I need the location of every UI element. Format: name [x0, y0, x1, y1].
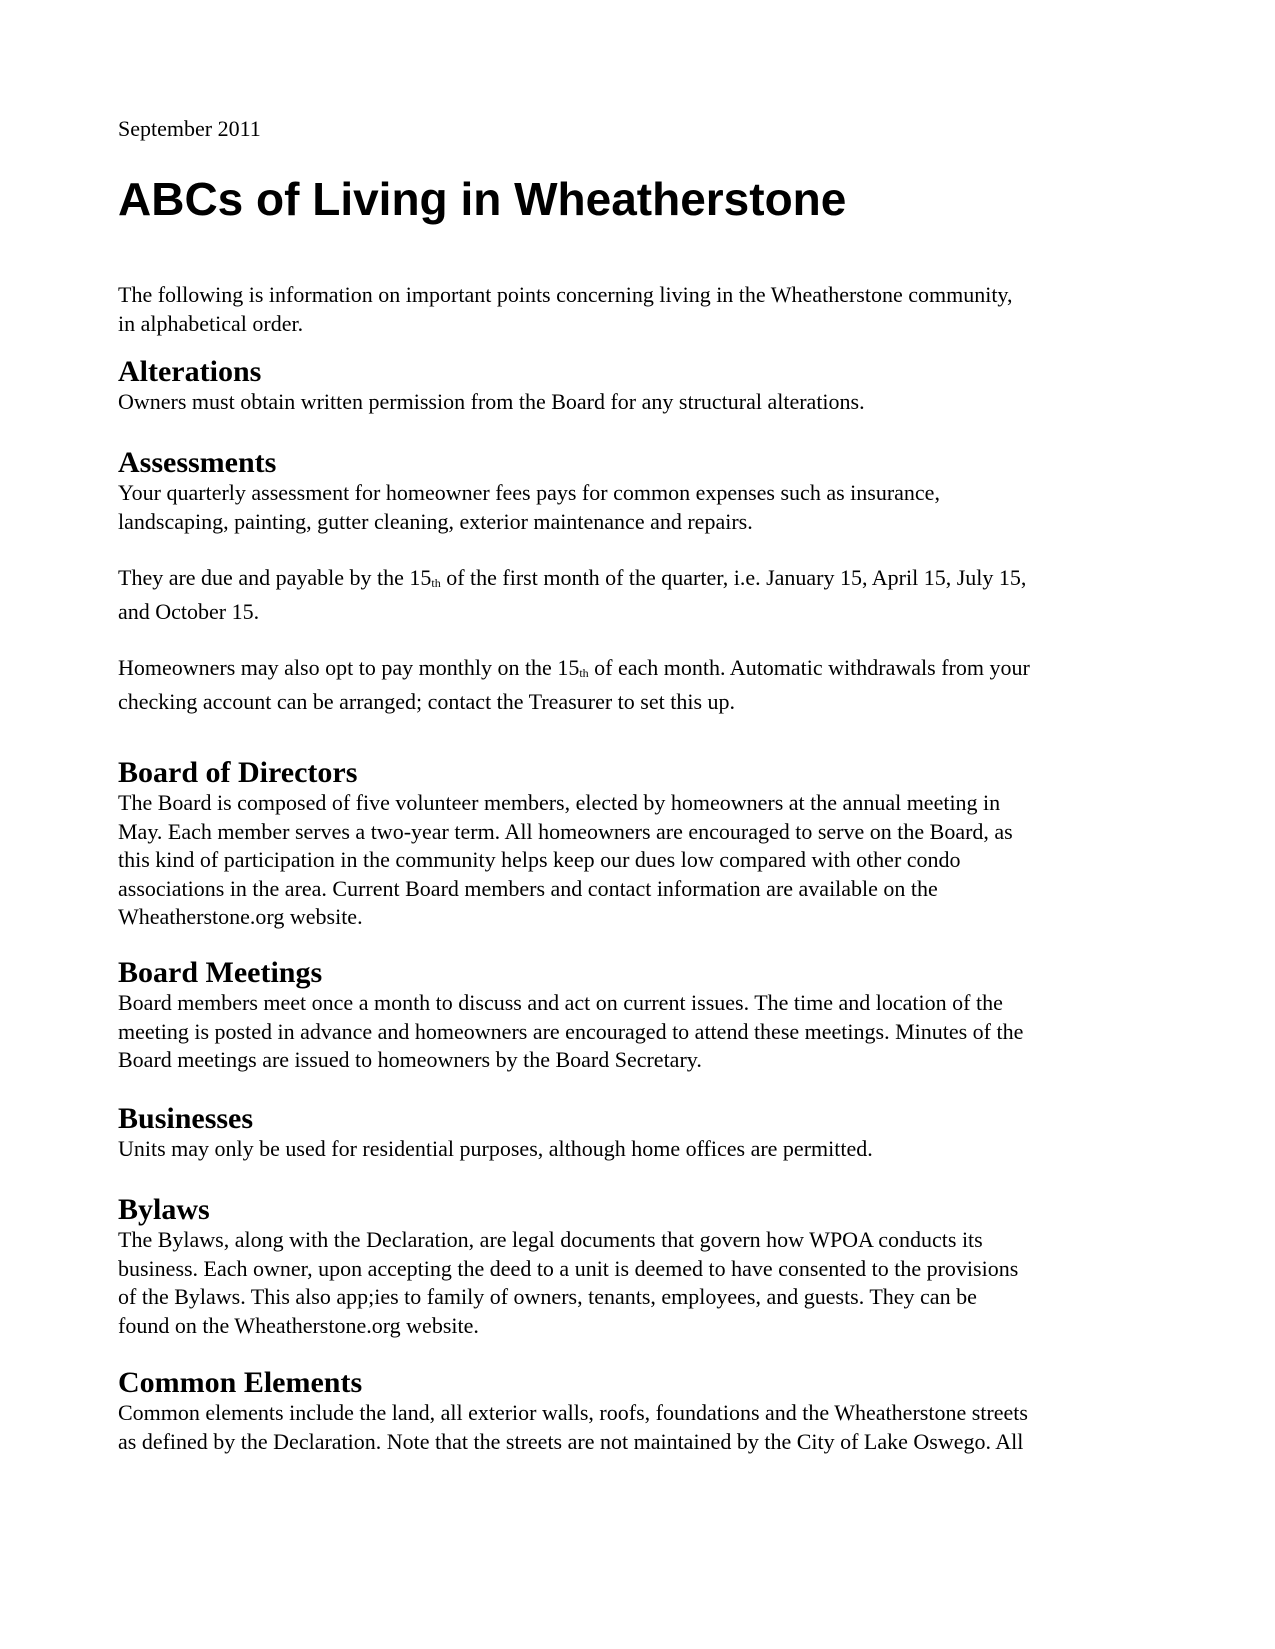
section-common-elements [118, 1367, 1168, 1456]
section-bylaws [118, 1194, 1168, 1340]
section-paragraph [118, 1399, 1168, 1456]
paragraph-line: associations in the area. Current Board members and contact information are available on the [118, 875, 938, 901]
paragraph-line: Units may only be used for residential purposes, although home offices are permitted. [118, 1136, 873, 1161]
paragraph-line: landscaping, painting, gutter cleaning, exterior maintenance and repairs. [118, 508, 753, 534]
document-title: ABCs of Living in Wheatherstone [118, 173, 847, 225]
paragraph-line: The Bylaws, along with the Declaration, are legal documents that govern how WPOA conducts its [118, 1227, 983, 1252]
section-heading: Bylaws [118, 1193, 210, 1226]
paragraph-line: Owners must obtain written permission from the Board for any structural alterations. [118, 389, 865, 414]
section-paragraph [118, 388, 1168, 417]
section-paragraph [118, 1226, 1168, 1340]
section-alterations [118, 356, 1168, 417]
paragraph-line: found on the Wheatherstone.org website. [118, 1312, 479, 1338]
text-run: of each month. Automatic withdrawals from your [588, 655, 1030, 680]
intro-line: in alphabetical order. [118, 310, 304, 336]
paragraph-line: Your quarterly assessment for homeowner fees pays for common expenses such as insurance, [118, 480, 940, 505]
paragraph-line: of the Bylaws. This also app;ies to family of owners, tenants, employees, and guests. They can be [118, 1284, 977, 1309]
text-run: Homeowners may also opt to pay monthly on the 15 [118, 655, 580, 680]
paragraph-line [118, 564, 1168, 598]
intro-paragraph [118, 281, 1168, 338]
paragraph-line: May. Each member serves a two-year term. All homeowners are encouraged to serve on the Board, as [118, 818, 1013, 844]
paragraph-line: Common elements include the land, all exterior walls, roofs, foundations and the Wheatherstone streets [118, 1400, 1028, 1425]
paragraph-line: checking account can be arranged; contact the Treasurer to set this up. [118, 688, 735, 714]
intro-section [118, 281, 1168, 338]
section-heading: Assessments [118, 446, 277, 479]
monthly-payment-paragraph [118, 654, 1168, 716]
ordinal-suffix: th [579, 666, 589, 680]
paragraph-line: Wheatherstone.org website. [118, 904, 363, 929]
section-paragraph [118, 479, 1168, 536]
section-businesses [118, 1103, 1168, 1164]
section-heading: Common Elements [118, 1366, 363, 1399]
ordinal-suffix: th [431, 576, 441, 590]
section-assessments [118, 447, 1168, 716]
paragraph-line: as defined by the Declaration. Note that the streets are not maintained by the City of Lake Oswego. All [118, 1428, 1024, 1454]
section-heading: Board Meetings [118, 956, 323, 989]
paragraph-line: Board members meet once a month to discuss and act on current issues. The time and location of the [118, 990, 1003, 1015]
section-paragraph [118, 789, 1168, 932]
paragraph-line: meeting is posted in advance and homeowners are encouraged to attend these meetings. Minutes of the [118, 1018, 1024, 1044]
paragraph-line: and October 15. [118, 598, 260, 624]
due-dates-paragraph [118, 564, 1168, 626]
paragraph-line: The Board is composed of five volunteer members, elected by homeowners at the annual meeting in [118, 790, 1001, 815]
section-heading: Board of Directors [118, 756, 358, 789]
paragraph-line: Board meetings are issued to homeowners by the Board Secretary. [118, 1047, 702, 1072]
section-paragraph [118, 989, 1168, 1075]
paragraph-line [118, 654, 1168, 688]
section-paragraph [118, 1135, 1168, 1164]
section-heading: Alterations [118, 355, 262, 388]
document-date: September 2011 [118, 116, 261, 141]
paragraph-line: business. Each owner, upon accepting the deed to a unit is deemed to have consented to the provisions [118, 1255, 1019, 1281]
section-board-of-directors [118, 757, 1168, 932]
intro-line: The following is information on important points concerning living in the Wheatherstone community, [118, 282, 1013, 307]
text-run: of the first month of the quarter, i.e. January 15, April 15, July 15, [440, 565, 1027, 590]
section-heading: Businesses [118, 1102, 254, 1135]
section-board-meetings [118, 957, 1168, 1075]
paragraph-line: this kind of participation in the community helps keep our dues low compared with other condo [118, 847, 961, 872]
text-run: They are due and payable by the 15 [118, 565, 432, 590]
